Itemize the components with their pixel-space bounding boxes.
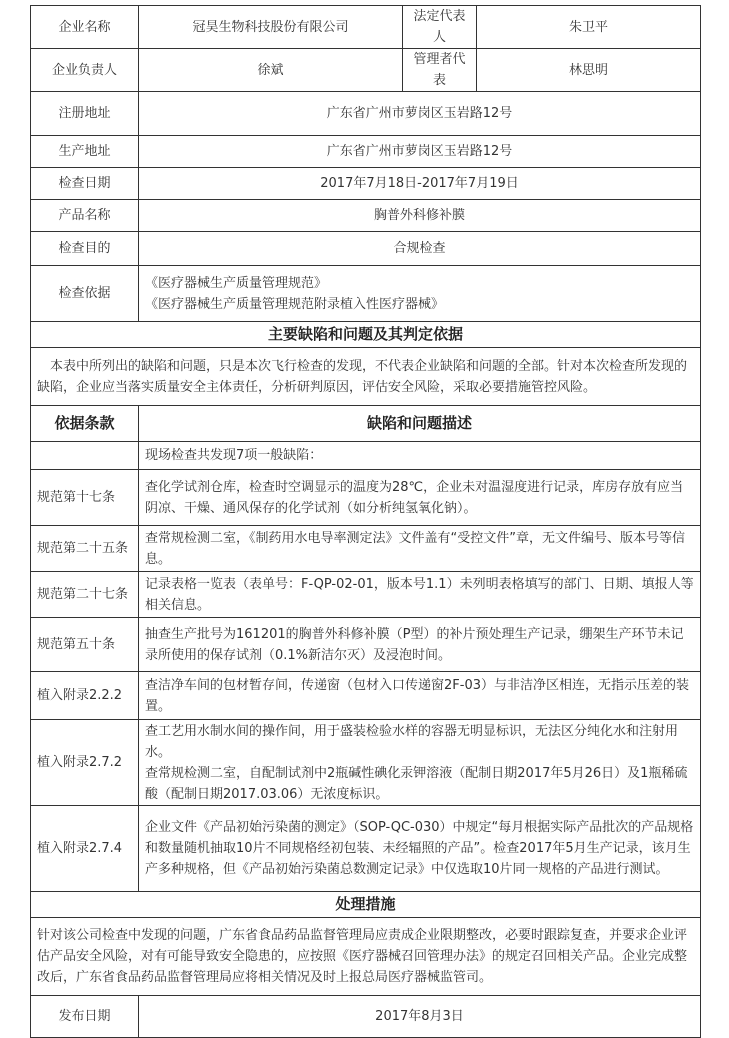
defects-summary: 现场检查共发现7项一般缺陷： [139,442,701,470]
defect-description-line: 查工艺用水制水间的操作间，用于盛装检验水样的容器无明显标识，无法区分纯化水和注射用水。 [145,723,679,760]
product-name-row [31,200,701,232]
purpose-row [31,232,701,266]
basis-item: 《医疗器械生产质量管理规范附录植入性医疗器械》 [145,296,445,312]
defect-row [31,672,701,720]
principal: 徐斌 [139,49,403,92]
defect-description: 企业文件《产品初始污染菌的测定》（SOP-QC-030）中规定“每月根据实际产品批次的产品规格和数量随机抽取10片不同规格经初包装、未经辐照的产品”。检查2017年5月生产记录，该月生产多种规格，但《产品初始污染菌总数测定记录》中仅选取10片同一规格的产品进行测试。 [139,806,701,892]
defect-description: 抽查生产批号为161201的胸普外科修补膜（P型）的补片预处理生产记录，绷架生产环节未记录所使用的保存试剂（0.1%新洁尔灭）及浸泡时间。 [139,618,701,672]
defects-summary-clause [31,442,139,470]
defects-header-row [31,406,701,442]
defect-description: 查常规检测二室，《制药用水电导率测定法》文件盖有“受控文件”章，无文件编号、版本号等信息。 [139,526,701,572]
defect-clause: 植入附录2.7.4 [31,806,139,892]
prod-address-row [31,136,701,168]
inspection-date: 2017年7月18日-2017年7月19日 [139,168,701,200]
legal-rep-label: 法定代表人 [403,6,477,49]
purpose-label: 检查目的 [31,232,139,266]
company-row [31,6,701,49]
defect-clause: 植入附录2.2.2 [31,672,139,720]
inspection-date-label: 检查日期 [31,168,139,200]
principal-label: 企业负责人 [31,49,139,92]
defect-row [31,526,701,572]
defect-description [139,720,701,806]
measures-title: 处理措施 [31,892,701,918]
inspection-report-table [30,5,701,1038]
defect-description: 查化学试剂仓库，检查时空调显示的温度为28℃，企业未对温湿度进行记录，库房存放有应当阴凉、干燥、通风保存的化学试剂（如分析纯氢氧化钠）。 [139,470,701,526]
main-defects-intro: 本表中所列出的缺陷和问题，只是本次飞行检查的发现，不代表企业缺陷和问题的全部。针对本次检查所发现的缺陷，企业应当落实质量安全主体责任，分析研判原因，评估安全风险，采取必要措施管控风险。 [31,348,701,406]
main-defects-title: 主要缺陷和问题及其判定依据 [31,322,701,348]
defect-clause: 规范第二十七条 [31,572,139,618]
defect-clause: 规范第二十五条 [31,526,139,572]
reg-address-label: 注册地址 [31,92,139,136]
basis-item: 《医疗器械生产质量管理规范》 [145,275,328,291]
defect-row [31,572,701,618]
defect-row [31,806,701,892]
inspection-date-row [31,168,701,200]
defect-description: 记录表格一览表（表单号：F-QP-02-01，版本号1.1）未列明表格填写的部门、日期、填报人等相关信息。 [139,572,701,618]
defect-row [31,618,701,672]
main-defects-intro-row [31,348,701,406]
product-name: 胸普外科修补膜 [139,200,701,232]
reg-address: 广东省广州市萝岗区玉岩路12号 [139,92,701,136]
clause-column-header: 依据条款 [31,406,139,442]
measures-text-row [31,918,701,996]
main-defects-title-row [31,322,701,348]
manager-rep-label: 管理者代表 [403,49,477,92]
legal-rep: 朱卫平 [477,6,701,49]
company-name: 冠昊生物科技股份有限公司 [139,6,403,49]
defect-description-line: 查常规检测二室，自配制试剂中2瓶碱性碘化汞钾溶液（配制日期2017年5月26日）及1瓶稀硫酸（配制日期2017.03.06）无浓度标识。 [145,765,688,802]
release-row [31,996,701,1038]
defect-clause: 规范第五十条 [31,618,139,672]
basis-label: 检查依据 [31,266,139,322]
product-name-label: 产品名称 [31,200,139,232]
purpose: 合规检查 [139,232,701,266]
defect-clause: 规范第十七条 [31,470,139,526]
principal-row [31,49,701,92]
measures-title-row [31,892,701,918]
basis [139,266,701,322]
prod-address: 广东省广州市萝岗区玉岩路12号 [139,136,701,168]
measures-text: 针对该公司检查中发现的问题，广东省食品药品监督管理局应责成企业限期整改，必要时跟踪复查，并要求企业评估产品安全风险，对有可能导致安全隐患的，应按照《医疗器械召回管理办法》的规定召回相关产品。企业完成整改后，广东省食品药品监督管理局应将相关情况及时上报总局医疗器械监管司。 [31,918,701,996]
manager-rep: 林思明 [477,49,701,92]
release-date: 2017年8月3日 [139,996,701,1038]
reg-address-row [31,92,701,136]
description-column-header: 缺陷和问题描述 [139,406,701,442]
defect-row [31,470,701,526]
basis-row [31,266,701,322]
prod-address-label: 生产地址 [31,136,139,168]
defects-summary-row [31,442,701,470]
defect-row [31,720,701,806]
defect-description: 查洁净车间的包材暂存间，传递窗（包材入口传递窗2F-03）与非洁净区相连，无指示压差的装置。 [139,672,701,720]
defect-clause: 植入附录2.7.2 [31,720,139,806]
company-name-label: 企业名称 [31,6,139,49]
release-date-label: 发布日期 [31,996,139,1038]
